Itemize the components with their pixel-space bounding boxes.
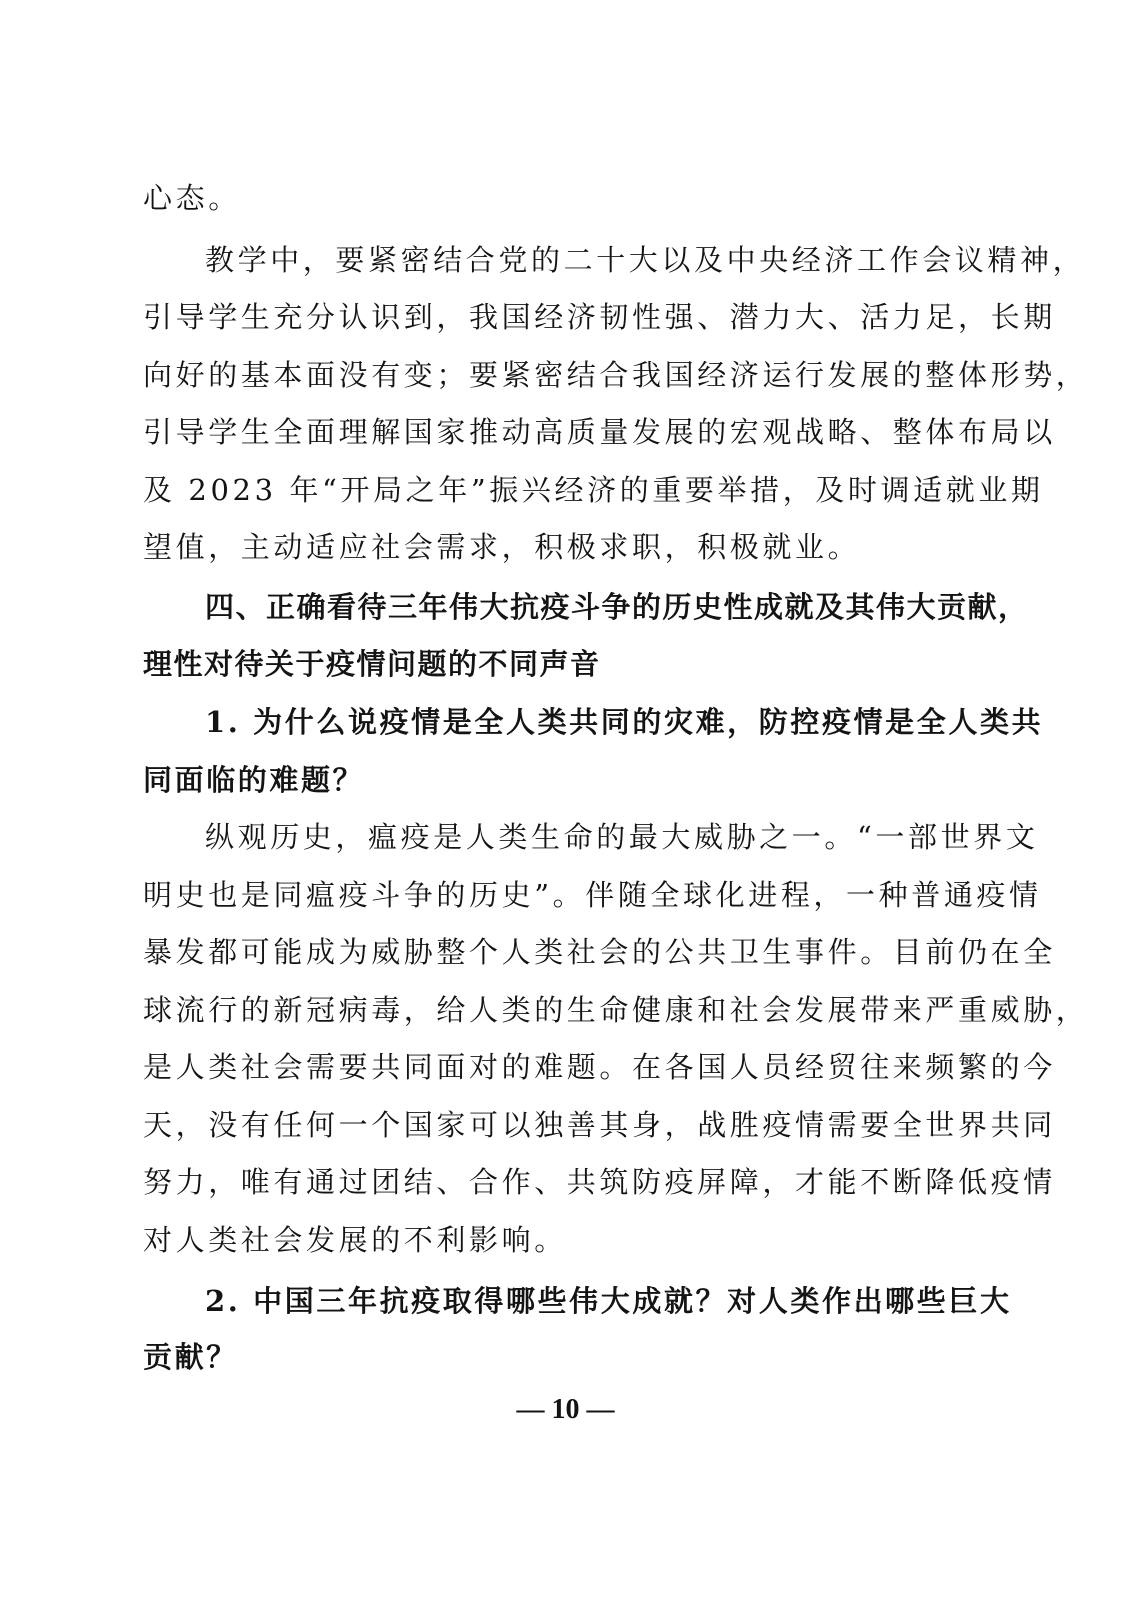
paragraph-line: 努力，唯有通过团结、合作、共筑防疫屏障，才能不断降低疫情	[143, 1165, 1056, 1199]
paragraph-line: 对人类社会发展的不利影响。	[143, 1223, 567, 1257]
paragraph-line: 引导学生充分认识到，我国经济韧性强、潜力大、活力足，长期	[143, 300, 1056, 334]
paragraph-line: 是人类社会需要共同面对的难题。在各国人员经贸往来频繁的今	[143, 1050, 1056, 1084]
paragraph-line: 明史也是同瘟疫斗争的历史”。伴随全球化进程，一种普通疫情	[143, 878, 1042, 912]
page-number: — 10 —	[516, 1394, 615, 1425]
question-heading-line: 2. 中国三年抗疫取得哪些伟大成就？对人类作出哪些巨大	[205, 1284, 1012, 1318]
section-heading-line: 理性对待关于疫情问题的不同声音	[143, 647, 601, 681]
paragraph-line: 天，没有任何一个国家可以独善其身，战胜疫情需要全世界共同	[143, 1108, 1056, 1142]
paragraph-line: 引导学生全面理解国家推动高质量发展的宏观战略、整体布局以	[143, 415, 1056, 449]
paragraph-line: 教学中，要紧密结合党的二十大以及中央经济工作会议精神，	[205, 243, 1086, 277]
section-heading-line: 四、正确看待三年伟大抗疫斗争的历史性成就及其伟大贡献，	[205, 590, 1029, 624]
question-heading-line: 同面临的难题？	[143, 763, 365, 797]
paragraph-line: 及 2023 年“开局之年”振兴经济的重要举措，及时调适就业期	[143, 473, 1044, 507]
paragraph-line: 向好的基本面没有变；要紧密结合我国经济运行发展的整体形势，	[143, 358, 1089, 392]
paragraph-line: 望值，主动适应社会需求，积极求职，积极就业。	[143, 530, 861, 564]
question-heading-line: 1. 为什么说疫情是全人类共同的灾难，防控疫情是全人类共	[205, 705, 1044, 739]
paragraph-line: 心态。	[143, 181, 241, 215]
paragraph-line: 暴发都可能成为威胁整个人类社会的公共卫生事件。目前仍在全	[143, 935, 1056, 969]
paragraph-line: 纵观历史，瘟疫是人类生命的最大威胁之一。“一部世界文	[205, 820, 1039, 854]
paragraph-line: 球流行的新冠病毒，给人类的生命健康和社会发展带来严重威胁，	[143, 993, 1089, 1027]
question-heading-line: 贡献？	[143, 1340, 238, 1374]
